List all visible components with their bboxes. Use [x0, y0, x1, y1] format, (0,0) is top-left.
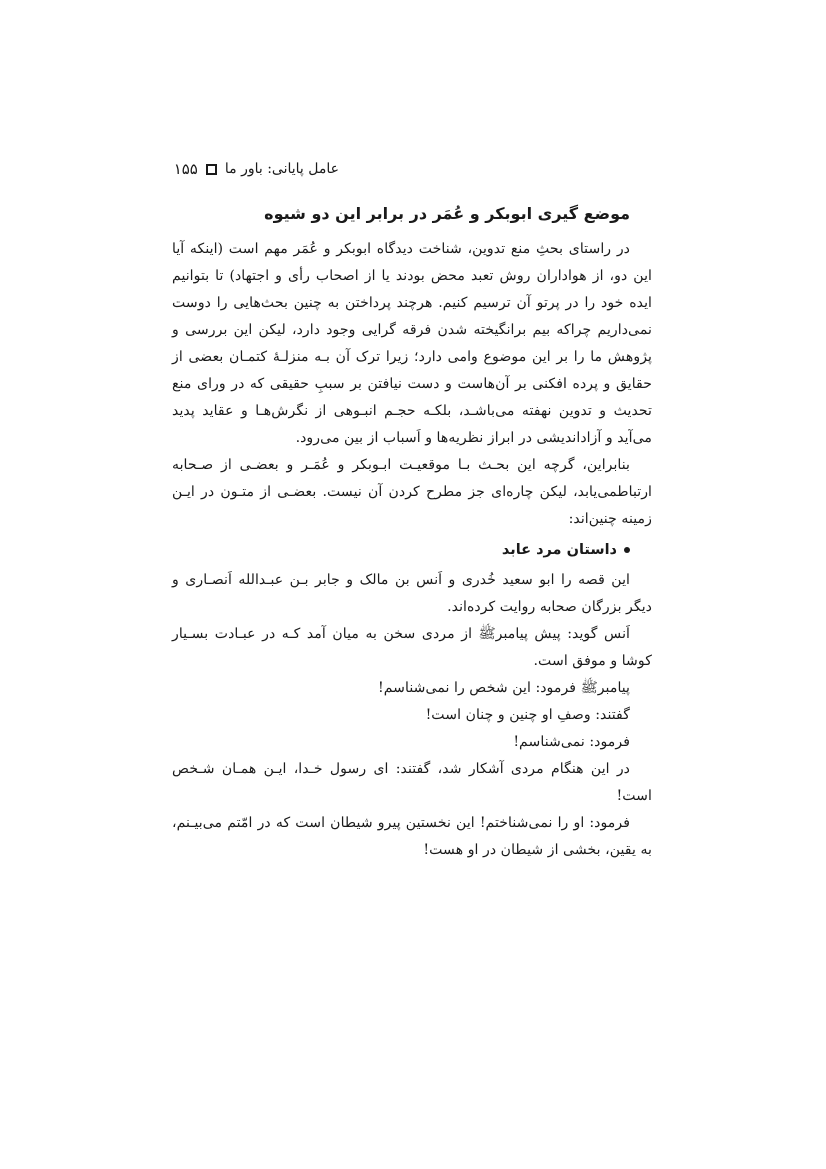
- paragraph-intro: در راستای بحثِ منع تدوین، شناخت دیدگاه ابوبکر و عُمَر مهم است (اینکه آیا این دو، از هواداران روش تعبد محض بودند یا از اصحاب رأی و اجتهاد) تا بتوانیم ایده خود را در پرتو آن ترسیم کنیم. هرچند پرداختن به چنین بحث‌هایی را دوست نمی‌داریم چراکه بیم برانگیخته شدن فرقه گرایی وجود دارد، لیکن این بررسی و پژوهش ما را بر این موضوع وامی دارد؛ زیرا ترک آن بـه منزلـهٔ کتمـان بعضی از حقایق و پرده افکنی بر آن‌هاست و دست نیافتن بر سببِ حقیقی که در ورای منع تحدیث و تدوین نهفته می‌باشـد، بلکـه حجـم انبـوهی از نگرش‌هـا و عقاید پدید می‌آید و آزاداندیشی در ابراز نظریه‌ها و اَسباب از بین می‌رود.: [172, 241, 652, 446]
- story-paragraph: فرمود: نمی‌شناسم!: [513, 734, 630, 750]
- story-paragraph: اَنس گوید: پیش پیامبرﷺ از مردی سخن به میان آمد کـه در عبـادت بسـیار کوشا و موفق است.: [172, 626, 652, 669]
- body-text: [172, 200, 652, 864]
- story-heading: [172, 536, 652, 564]
- story-paragraph: پیامبرﷺ فرمود: این شخص را نمی‌شناسم!: [378, 680, 630, 696]
- running-title: عامل پایانی: باور ما: [224, 161, 339, 177]
- story-heading-text: داستان مرد عابد: [501, 542, 617, 558]
- paragraph-consequence: بنابراین، گرچه این بحـث بـا موقعیـت ابـوبکر و عُمَـر و بعضـی از صـحابه ارتباطمی‌یابد، لیکن چاره‌ای جز مطرح کردن آن نیست. بعضـی از متـون در ایـن زمینه چنین‌اند:: [172, 457, 652, 527]
- story-paragraph: این قصه را ابو سعید خُدری و اَنس بن مالک و جابر بـن عبـدالله اَنصـاری و دیگر بزرگان صحابه روایت کرده‌اند.: [172, 572, 652, 615]
- bullet-icon: [624, 547, 630, 553]
- page-number: ۱۵۵: [173, 160, 198, 178]
- story-paragraph: گفتند: وصفِ او چنین و چنان است!: [425, 707, 630, 723]
- story-paragraph: فرمود: او را نمی‌شناختم! این نخستین پیرو شیطان است که در امّتم می‌بیـنم، به یقین، بخشی از شیطان در او هست!: [172, 815, 652, 858]
- square-ornament-icon: [206, 164, 217, 175]
- section-title: موضع گیری ابوبکر و عُمَر در برابر این دو شیوه: [264, 204, 630, 223]
- story-paragraph: در این هنگام مردی آشکار شد، گفتند: ای رسول خـدا، ایـن همـان شـخص است!: [172, 761, 652, 804]
- running-header: [174, 160, 339, 178]
